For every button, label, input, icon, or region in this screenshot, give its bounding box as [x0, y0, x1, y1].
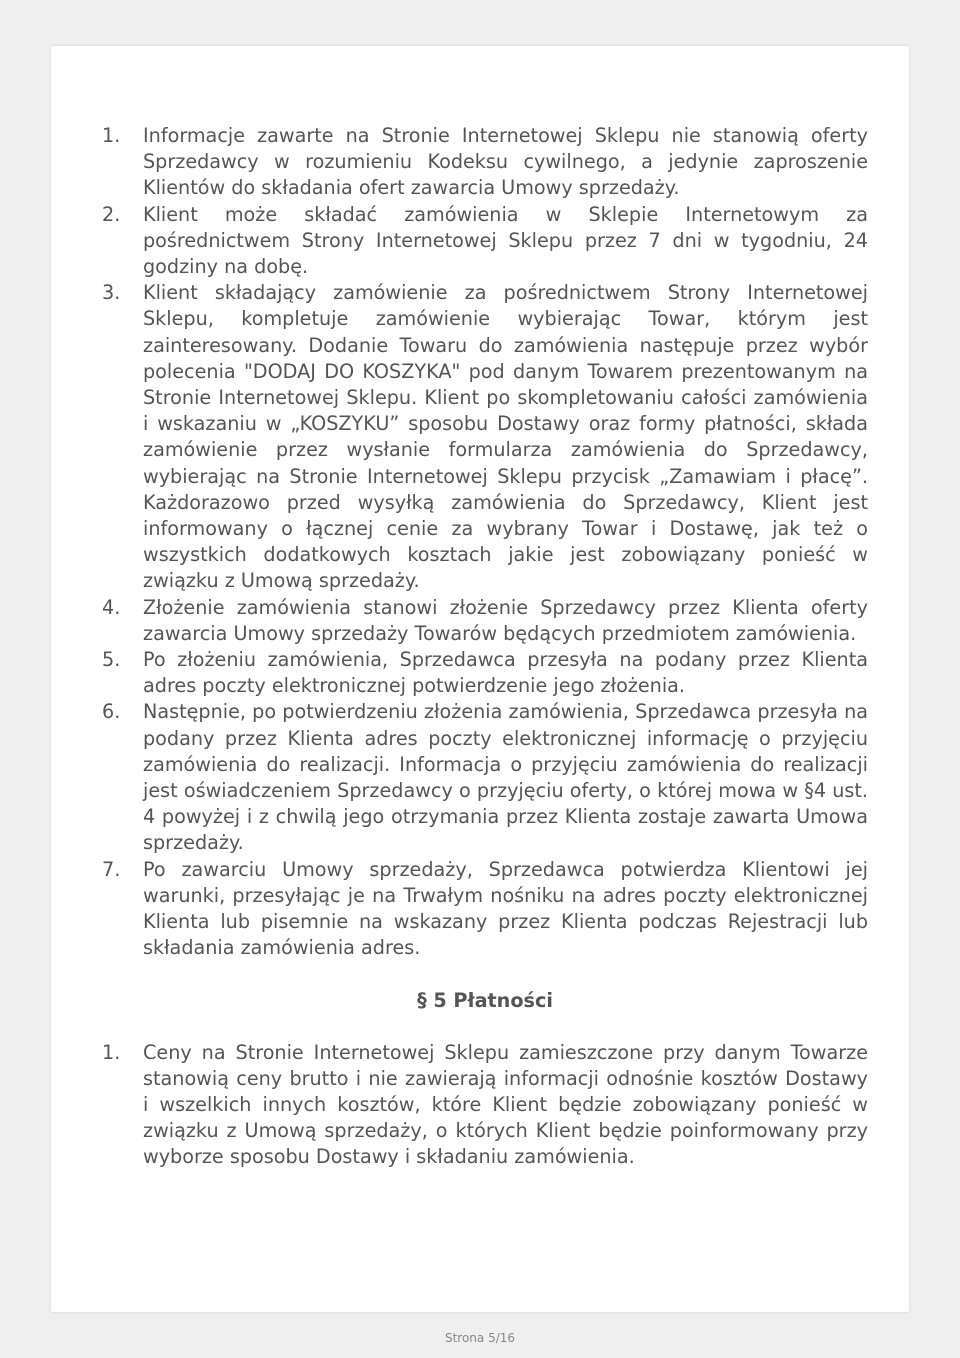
list-number: 7. [102, 857, 121, 881]
list-number: 6. [102, 700, 121, 724]
page-number: Strona 5/16 [444, 1331, 516, 1345]
list-text: Po złożeniu zamówienia, Sprzedawca przesyła na podany przez Klienta adres poczty elektronicznej potwierdzenie jego złożenia. [143, 648, 868, 698]
list-item [102, 123, 868, 202]
payments-list [102, 1040, 868, 1171]
section-title: § 5 Płatności [417, 988, 553, 1012]
list-text: Ceny na Stronie Internetowej Sklepu zamieszczone przy danym Towarze stanowią ceny brutto i nie zawierają informacji odnośnie kosztów Dostawy i wszelkich innych kosztów, które Klient będzie zobowiązany ponieść w związku z Umową sprzedaży, o których Klient będzie poinformowany przy wyborze sposobu Dostawy i składaniu zamówienia. [143, 1040, 868, 1169]
list-text: Następnie, po potwierdzeniu złożenia zamówienia, Sprzedawca przesyła na podany przez Klienta adres poczty elektronicznej informację o przyjęciu zamówienia do realizacji. Informacja o przyjęciu zamówienia do realizacji jest oświadczeniem Sprzedawcy o przyjęciu oferty, o której mowa w §4 ust. 4 powyżej i z chwilą jego otrzymania przez Klienta zostaje zawarta Umowa sprzedaży. [143, 700, 868, 855]
list-text: Informacje zawarte na Stronie Internetowej Sklepu nie stanowią oferty Sprzedawcy w rozumieniu Kodeksu cywilnego, a jedynie zaproszenie Klientów do składania ofert zawarcia Umowy sprzedaży. [143, 124, 868, 200]
list-item [102, 595, 868, 647]
list-text: Klient może składać zamówienia w Sklepie Internetowym za pośrednictwem Strony Internetowej Sklepu przez 7 dni w tygodniu, 24 godziny na dobę. [143, 202, 868, 279]
list-number: 3. [102, 281, 121, 305]
list-number: 1. [102, 1040, 121, 1064]
list-item [102, 1040, 868, 1171]
list-item [102, 202, 868, 281]
list-number: 4. [102, 595, 121, 619]
list-item [102, 647, 868, 699]
list-item [102, 699, 868, 856]
list-number: 1. [102, 124, 121, 147]
list-text: Klient składający zamówienie za pośrednictwem Strony Internetowej Sklepu, kompletuje zamówienie wybierając Towar, którym jest zainteresowany. Dodanie Towaru do zamówienia następuje przez wybór polecenia "DODAJ DO KOSZYKA" pod danym Towarem prezentowanym na Stronie Internetowej Sklepu. Klient po skompletowaniu całości zamówienia i wskazaniu w „KOSZYKU” sposobu Dostawy oraz formy płatności, składa zamówienie przez wysłanie formularza zamówienia do Sprzedawcy, wybierając na Stronie Internetowej Sklepu przycisk „Zamawiam i płacę”. Każdorazowo przed wysyłką zamówienia do Sprzedawcy, Klient jest informowany o łącznej cenie za wybrany Towar i Dostawę, jak też o wszystkich dodatkowych kosztach jakie jest zobowiązany ponieść w związku z Umową sprzedaży. [143, 281, 868, 593]
list-number: 2. [102, 202, 121, 226]
order-rules-list [102, 123, 868, 962]
list-item [102, 857, 868, 962]
document-content [102, 123, 868, 1171]
list-text: Po zawarciu Umowy sprzedaży, Sprzedawca potwierdza Klientowi jej warunki, przesyłając je na Trwałym nośniku na adres poczty elektronicznej Klienta lub pisemnie na wskazany przez Klienta podczas Rejestracji lub składania zamówienia adres. [143, 857, 868, 960]
list-number: 5. [102, 648, 121, 672]
list-text: Złożenie zamówienia stanowi złożenie Sprzedawcy przez Klienta oferty zawarcia Umowy sprzedaży Towarów będących przedmiotem zamówienia. [143, 595, 868, 645]
list-item [102, 280, 868, 594]
